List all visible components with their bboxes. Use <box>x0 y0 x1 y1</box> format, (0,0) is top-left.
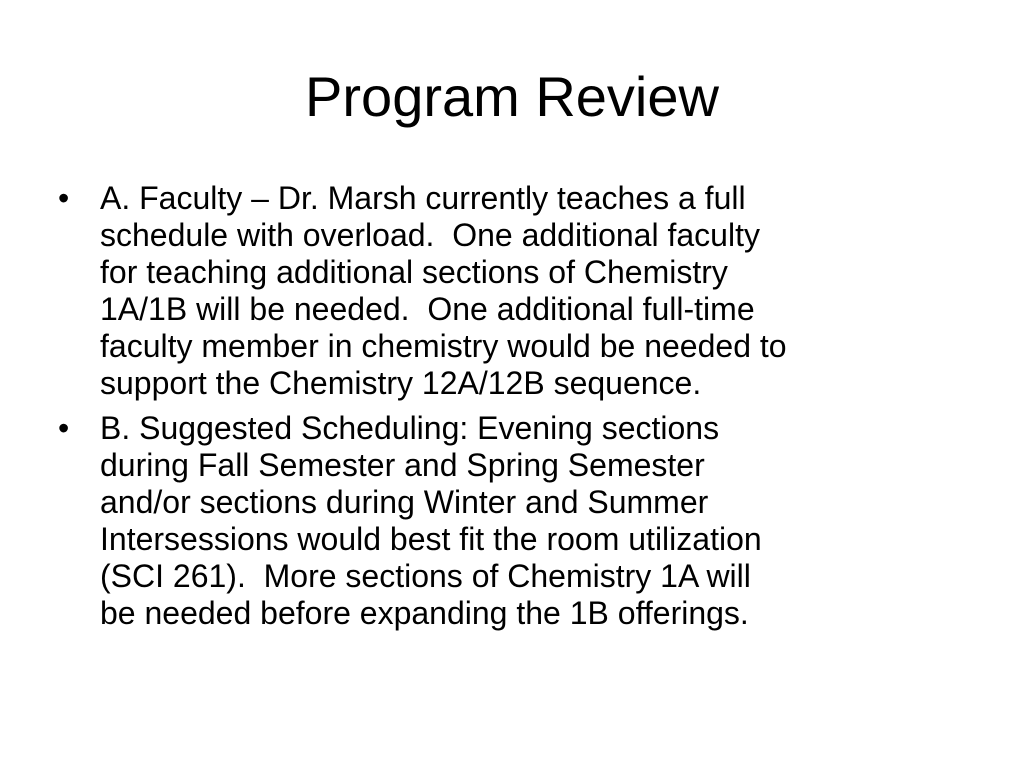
bullet-list <box>58 180 978 640</box>
bullet-text-line: support the Chemistry 12A/12B sequence. <box>100 365 702 401</box>
bullet-text-line: B. Suggested Scheduling: Evening sections <box>100 410 720 446</box>
bullet-text-line: for teaching additional sections of Chemistry <box>100 254 728 290</box>
bullet-text-line: faculty member in chemistry would be needed to <box>100 328 787 364</box>
bullet-text-line: 1A/1B will be needed. One additional full-time <box>100 291 755 327</box>
bullet-text-line: schedule with overload. One additional faculty <box>100 217 760 253</box>
bullet-text-line: and/or sections during Winter and Summer <box>100 484 709 520</box>
bullet-marker: • <box>58 410 70 446</box>
bullet-marker: • <box>58 180 70 216</box>
bullet-text-line: be needed before expanding the 1B offerings. <box>100 595 749 631</box>
bullet-text-line: during Fall Semester and Spring Semester <box>100 447 705 483</box>
bullet-scheduling <box>58 410 978 632</box>
slide-title: Program Review <box>305 65 719 128</box>
bullet-text-line: Intersessions would best fit the room utilization <box>100 521 762 557</box>
bullet-text-line: A. Faculty – Dr. Marsh currently teaches a full <box>100 180 746 216</box>
bullet-text-line: (SCI 261). More sections of Chemistry 1A will <box>100 558 751 594</box>
bullet-faculty <box>58 180 978 402</box>
